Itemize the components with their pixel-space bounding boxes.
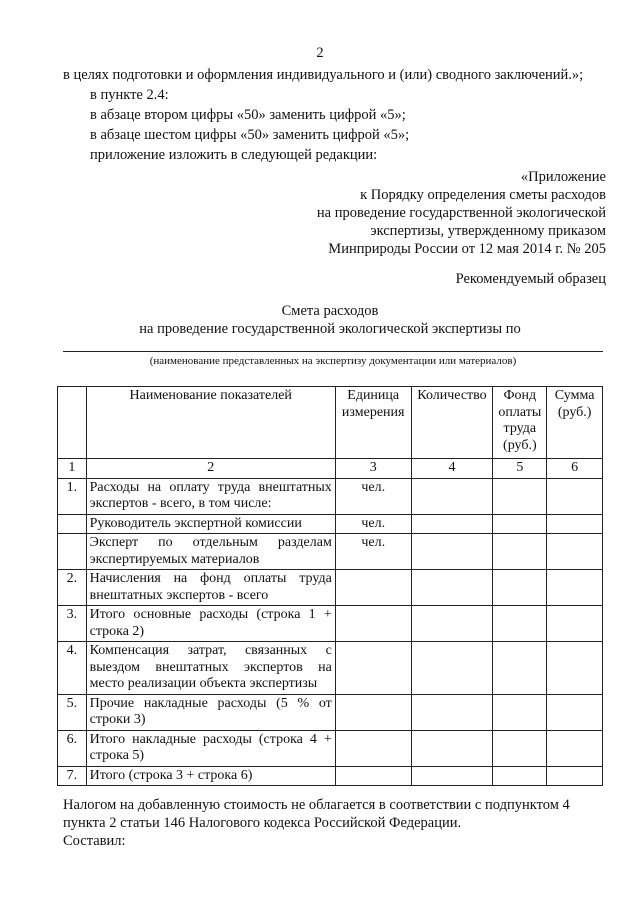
row-unit (335, 606, 411, 642)
intro-line-4: в абзаце шестом цифры «50» заменить цифрой «5»; (90, 127, 410, 143)
row-sum (547, 570, 603, 606)
estimate-title: Смета расходов (281, 303, 379, 319)
table-row (58, 570, 603, 606)
row-unit (335, 730, 411, 766)
intro-line-3: в абзаце втором цифры «50» заменить цифрой «5»; (90, 107, 406, 123)
row-qty (411, 478, 493, 514)
row-name: Начисления на фонд оплаты труда внештатных экспертов - всего (86, 570, 335, 606)
header-sum: Сумма (руб.) (547, 387, 603, 459)
table-row (58, 478, 603, 514)
row-number: 4. (58, 642, 87, 695)
row-qty (411, 534, 493, 570)
row-fund (493, 606, 547, 642)
row-sum (547, 766, 603, 786)
footer-line-3: Составил: (63, 833, 126, 849)
header-qty: Количество (411, 387, 493, 459)
table-body (58, 478, 603, 786)
row-unit (335, 570, 411, 606)
fill-in-line (63, 351, 603, 352)
row-sum (547, 730, 603, 766)
row-fund (493, 694, 547, 730)
estimate-table (57, 386, 603, 786)
row-qty (411, 514, 493, 534)
col-num-4: 4 (411, 459, 493, 479)
table-row (58, 694, 603, 730)
estimate-subtitle: на проведение государственной экологической экспертизы по (139, 321, 521, 337)
row-qty (411, 570, 493, 606)
row-sum (547, 534, 603, 570)
header-fund: Фонд оплаты труда (руб.) (493, 387, 547, 459)
row-fund (493, 478, 547, 514)
row-fund (493, 766, 547, 786)
row-sum (547, 478, 603, 514)
table-row (58, 606, 603, 642)
column-number-row (58, 459, 603, 479)
table-row (58, 514, 603, 534)
row-qty (411, 642, 493, 695)
row-unit: чел. (335, 534, 411, 570)
appendix-line-3: на проведение государственной экологической (316, 205, 606, 221)
row-name: Компенсация затрат, связанных с выездом внештатных экспертов на место реализации объекта экспертизы (86, 642, 335, 695)
header-name: Наименование показателей (86, 387, 335, 459)
row-number: 1. (58, 478, 87, 514)
table-row (58, 642, 603, 695)
appendix-line-2: к Порядку определения сметы расходов (360, 187, 606, 203)
row-number (58, 514, 87, 534)
row-unit (335, 766, 411, 786)
row-number (58, 534, 87, 570)
row-qty (411, 606, 493, 642)
row-name: Эксперт по отдельным разделам экспертируемых материалов (86, 534, 335, 570)
intro-line-5: приложение изложить в следующей редакции: (90, 147, 378, 163)
row-unit: чел. (335, 478, 411, 514)
row-name: Расходы на оплату труда внештатных экспертов - всего, в том числе: (86, 478, 335, 514)
row-fund (493, 730, 547, 766)
row-number: 2. (58, 570, 87, 606)
intro-line-2: в пункте 2.4: (90, 87, 169, 103)
row-number: 5. (58, 694, 87, 730)
col-num-2: 2 (86, 459, 335, 479)
appendix-line-5: Минприроды России от 12 мая 2014 г. № 205 (328, 241, 606, 257)
page-number: 2 (316, 45, 324, 61)
appendix-line-1: «Приложение (520, 169, 606, 185)
row-sum (547, 514, 603, 534)
row-sum (547, 642, 603, 695)
footer-line-1: Налогом на добавленную стоимость не облагается в соответствии с подпунктом 4 (63, 797, 570, 813)
header-unit: Единица измерения (335, 387, 411, 459)
row-name: Итого основные расходы (строка 1 + строка 2) (86, 606, 335, 642)
intro-line-1: в целях подготовки и оформления индивидуального и (или) сводного заключений.»; (63, 67, 584, 83)
col-num-5: 5 (493, 459, 547, 479)
footer-line-2: пункта 2 статьи 146 Налогового кодекса Российской Федерации. (63, 815, 462, 831)
row-sum (547, 694, 603, 730)
row-number: 7. (58, 766, 87, 786)
row-number: 3. (58, 606, 87, 642)
table-row (58, 766, 603, 786)
row-unit: чел. (335, 514, 411, 534)
fill-in-caption: (наименование представленных на экспертизу документации или материалов) (149, 355, 517, 367)
row-fund (493, 642, 547, 695)
row-sum (547, 606, 603, 642)
appendix-line-4: экспертизы, утвержденному приказом (370, 223, 606, 239)
table-row (58, 730, 603, 766)
row-qty (411, 766, 493, 786)
row-qty (411, 730, 493, 766)
col-num-3: 3 (335, 459, 411, 479)
row-unit (335, 694, 411, 730)
row-unit (335, 642, 411, 695)
table-row (58, 534, 603, 570)
row-fund (493, 570, 547, 606)
col-num-1: 1 (58, 459, 87, 479)
row-name: Итого (строка 3 + строка 6) (86, 766, 335, 786)
col-num-6: 6 (547, 459, 603, 479)
header-num (58, 387, 87, 459)
row-fund (493, 534, 547, 570)
row-qty (411, 694, 493, 730)
table-header-row (58, 387, 603, 459)
row-number: 6. (58, 730, 87, 766)
row-name: Прочие накладные расходы (5 % от строки 3) (86, 694, 335, 730)
recommended-sample: Рекомендуемый образец (455, 271, 606, 287)
row-name: Руководитель экспертной комиссии (86, 514, 335, 534)
row-fund (493, 514, 547, 534)
row-name: Итого накладные расходы (строка 4 + строка 5) (86, 730, 335, 766)
